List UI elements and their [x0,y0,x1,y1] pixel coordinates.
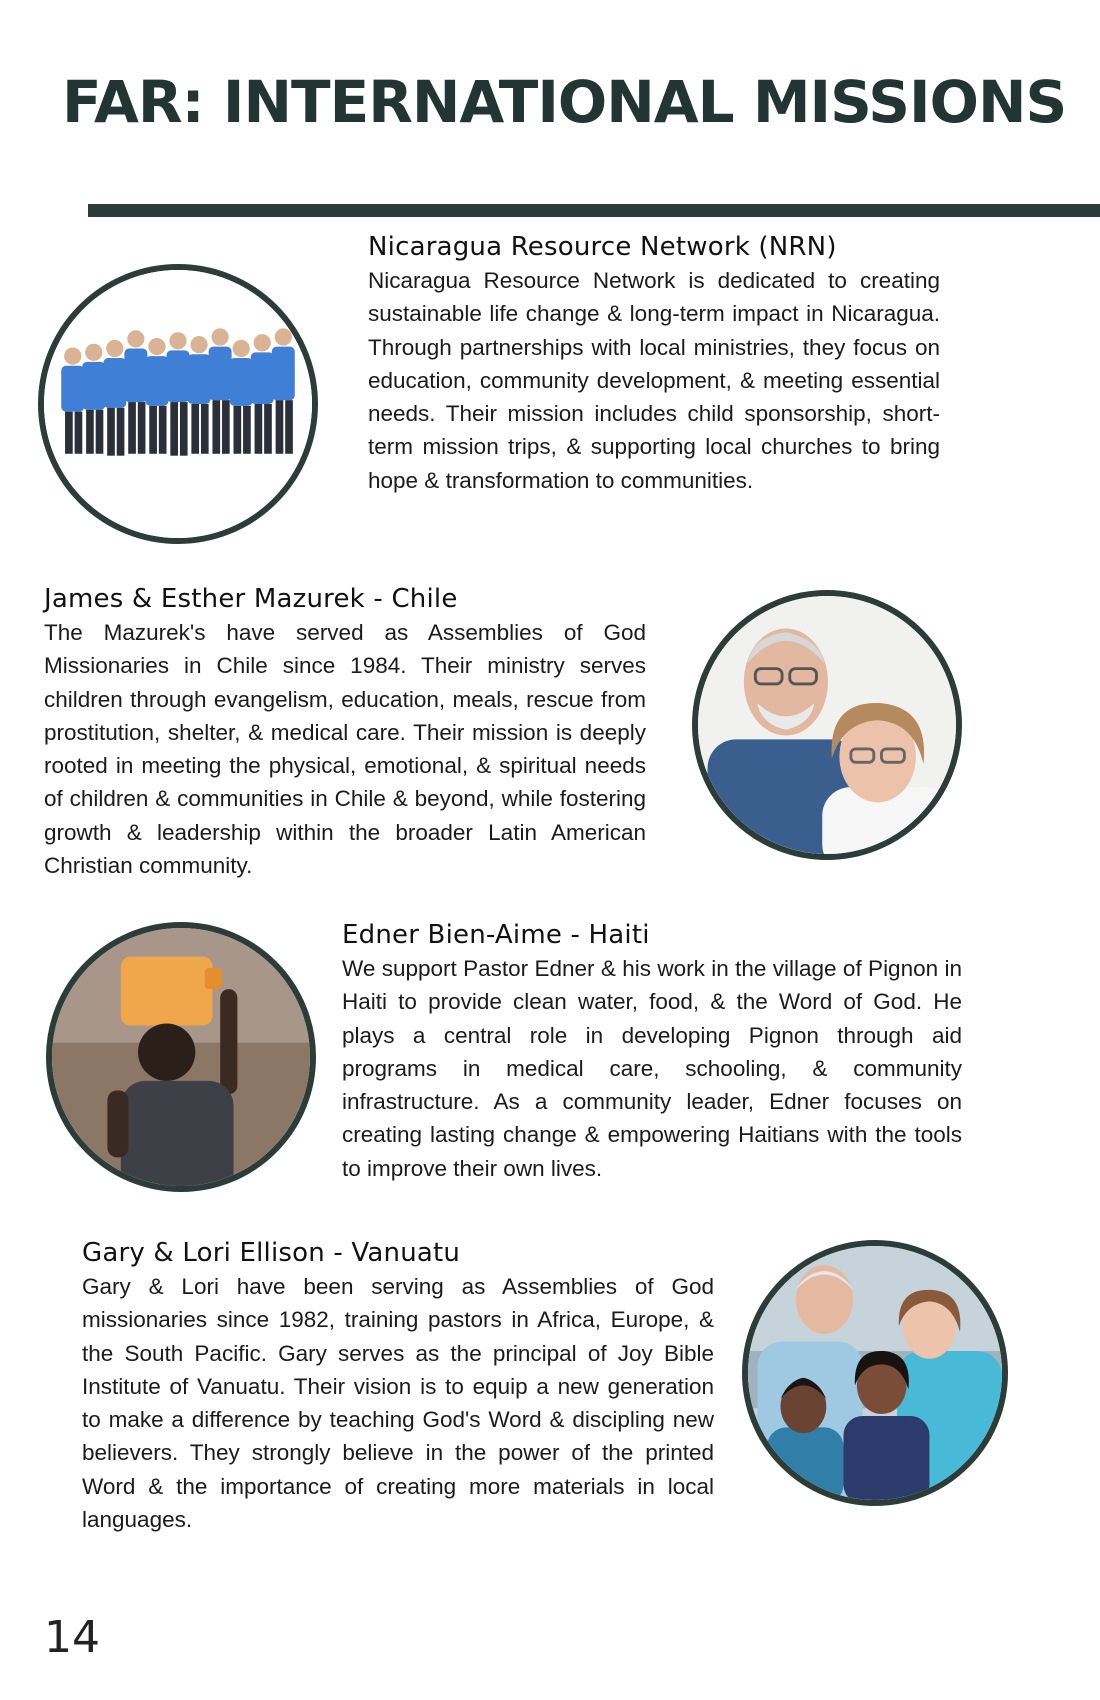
ellison-heading: Gary & Lori Ellison - Vanuatu [82,1238,461,1268]
edner-heading: Edner Bien-Aime - Haiti [342,920,650,950]
ellison-body: Gary & Lori have been serving as Assemblies of God missionaries since 1982, training pastors in Africa, Europe, & the South Pacific. Gary serves as the principal of Joy Bible Institute of Vanuatu. Their vision is to equip a new generation to make a difference by teaching God's Word & discipling new believers. They strongly believe in the power of the printed Word & the importance of creating more materials in local languages. [82,1274,714,1533]
mazurek-body: The Mazurek's have served as Assemblies of God Missionaries in Chile since 1984. Their ministry serves children through evangelism, education, meals, rescue from prostitution, shelter, & medical care. Their mission is deeply rooted in meeting the physical, emotional, & spiritual needs of children & communities in Chile & beyond, while fostering growth & leadership within the broader Latin American Christian community. [44,620,646,879]
water-carrier-photo-icon [46,922,316,1192]
edner-section [342,920,962,1185]
couple-photo-icon [692,590,962,860]
group-photo-icon [38,264,318,544]
family-photo-icon [742,1240,1008,1506]
page-title: FAR: INTERNATIONAL MISSIONS [62,68,1067,136]
mazurek-section [44,584,646,882]
page-number: 14 [44,1612,100,1663]
mazurek-heading: James & Esther Mazurek - Chile [44,584,458,614]
ellison-section [82,1238,714,1536]
nrn-heading: Nicaragua Resource Network (NRN) [368,232,837,262]
title-divider [88,204,1100,217]
nrn-section [368,232,940,497]
edner-body: We support Pastor Edner & his work in the village of Pignon in Haiti to provide clean water, food, & the Word of God. He plays a central role in developing Pignon through aid programs in medical care, schooling, & community infrastructure. As a community leader, Edner focuses on creating lasting change & empowering Haitians with the tools to improve their own lives. [342,956,962,1181]
nrn-body: Nicaragua Resource Network is dedicated to creating sustainable life change & long-term impact in Nicaragua. Through partnerships with local ministries, they focus on education, community development, & meeting essential needs. Their mission includes child sponsorship, short-term mission trips, & supporting local churches to bring hope & transformation to communities. [368,268,940,493]
